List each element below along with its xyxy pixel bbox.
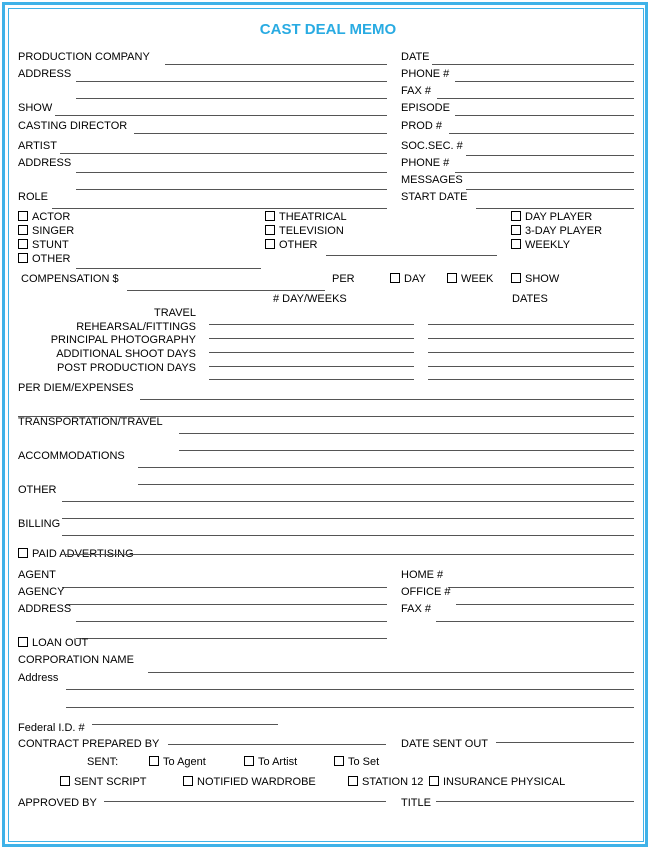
agent-address-field-2[interactable]: [76, 638, 387, 639]
transportation-field-2[interactable]: [179, 450, 634, 451]
principal-dates-field[interactable]: [428, 352, 634, 353]
agent-fax-field[interactable]: [436, 621, 634, 622]
billing-label: BILLING: [18, 518, 61, 530]
dates-header: DATES: [512, 293, 548, 305]
other-medium-field[interactable]: [326, 255, 497, 256]
days-weeks-header: # DAY/WEEKS: [273, 293, 347, 305]
prod-field[interactable]: [449, 133, 634, 134]
sent-script-label: SENT SCRIPT: [74, 776, 147, 788]
agent-field[interactable]: [62, 587, 387, 588]
artist-phone-label: PHONE #: [401, 157, 450, 169]
show-label: SHOW: [18, 102, 53, 114]
to-artist-label: To Artist: [258, 756, 298, 768]
day-label: DAY: [404, 273, 426, 285]
other-medium-label: OTHER: [279, 239, 318, 251]
three-day-player-label: 3-DAY PLAYER: [525, 225, 603, 237]
date-label: DATE: [401, 51, 430, 63]
artist-address-field-1[interactable]: [76, 172, 387, 173]
checkbox-icon: [18, 211, 28, 221]
travel-days-field[interactable]: [209, 324, 414, 325]
three-day-player-checkbox[interactable]: [511, 225, 602, 238]
per-diem-label: PER DIEM/EXPENSES: [18, 382, 134, 394]
transportation-label: TRANSPORTATION/TRAVEL: [18, 416, 163, 428]
address-field-1[interactable]: [76, 81, 387, 82]
phone-field[interactable]: [455, 81, 634, 82]
start-date-field[interactable]: [476, 208, 634, 209]
checkbox-icon: [244, 756, 254, 766]
other-field-2[interactable]: [62, 518, 634, 519]
sent-script-checkbox[interactable]: [60, 776, 147, 789]
agency-field[interactable]: [66, 604, 387, 605]
checkbox-icon: [511, 211, 521, 221]
phone-label: PHONE #: [401, 68, 450, 80]
insurance-physical-label: INSURANCE PHYSICAL: [443, 776, 566, 788]
checkbox-icon: [18, 548, 28, 558]
day-player-checkbox[interactable]: [511, 211, 592, 224]
day-checkbox[interactable]: [390, 273, 426, 286]
checkbox-icon: [511, 273, 521, 283]
week-label: WEEK: [461, 273, 494, 285]
transportation-field-1[interactable]: [179, 433, 634, 434]
corp-address-label: Address: [18, 672, 59, 684]
compensation-label: COMPENSATION $: [21, 273, 119, 285]
agent-fax-label: FAX #: [401, 603, 431, 615]
casting-director-label: CASTING DIRECTOR: [18, 120, 128, 132]
sent-label: SENT:: [87, 756, 119, 768]
contract-prepared-label: CONTRACT PREPARED BY: [18, 738, 160, 750]
travel-dates-field[interactable]: [428, 324, 634, 325]
approved-by-label: APPROVED BY: [18, 797, 97, 809]
to-agent-label: To Agent: [163, 756, 206, 768]
theatrical-label: THEATRICAL: [279, 211, 347, 223]
address-field-2[interactable]: [76, 98, 387, 99]
week-checkbox[interactable]: [447, 273, 493, 286]
date-sent-out-label: DATE SENT OUT: [401, 738, 488, 750]
other-role-checkbox[interactable]: [18, 253, 71, 266]
compensation-field[interactable]: [127, 290, 325, 291]
show-field[interactable]: [55, 115, 387, 116]
accommodations-field-2[interactable]: [138, 484, 634, 485]
checkbox-icon: [348, 776, 358, 786]
corporation-field[interactable]: [148, 672, 634, 673]
to-set-checkbox[interactable]: [334, 756, 379, 769]
stunt-label: STUNT: [32, 239, 69, 251]
artist-address-field-2[interactable]: [76, 189, 387, 190]
artist-phone-field[interactable]: [455, 172, 634, 173]
theatrical-checkbox[interactable]: [265, 211, 347, 224]
checkbox-icon: [265, 211, 275, 221]
federal-id-label: Federal I.D. #: [18, 722, 85, 734]
loan-out-label: LOAN OUT: [32, 637, 89, 649]
rehearsal-label: REHEARSAL/FITTINGS: [76, 321, 196, 333]
weekly-label: WEEKLY: [525, 239, 571, 251]
show-checkbox[interactable]: [511, 273, 559, 286]
messages-label: MESSAGES: [401, 174, 463, 186]
production-company-field[interactable]: [165, 64, 387, 65]
checkbox-icon: [149, 756, 159, 766]
date-field[interactable]: [432, 64, 634, 65]
home-field[interactable]: [448, 587, 634, 588]
to-artist-checkbox[interactable]: [244, 756, 297, 769]
agency-label: AGENCY: [18, 586, 65, 598]
show-checkbox-label: SHOW: [525, 273, 560, 285]
other-label: OTHER: [18, 484, 57, 496]
per-diem-field-1[interactable]: [140, 399, 634, 400]
post-days-field[interactable]: [209, 379, 414, 380]
station12-label: STATION 12: [362, 776, 424, 788]
additional-days-field[interactable]: [209, 366, 414, 367]
post-dates-field[interactable]: [428, 379, 634, 380]
role-field[interactable]: [52, 208, 387, 209]
billing-field[interactable]: [62, 535, 634, 536]
corporation-label: CORPORATION NAME: [18, 654, 134, 666]
actor-label: ACTOR: [32, 211, 71, 223]
agent-address-label: ADDRESS: [18, 603, 72, 615]
role-label: ROLE: [18, 191, 48, 203]
rehearsal-dates-field[interactable]: [428, 338, 634, 339]
loan-out-checkbox[interactable]: [18, 637, 88, 650]
television-label: TELEVISION: [279, 225, 344, 237]
checkbox-icon: [18, 225, 28, 235]
checkbox-icon: [429, 776, 439, 786]
date-sent-out-field[interactable]: [496, 742, 634, 743]
artist-label: ARTIST: [18, 140, 57, 152]
contract-prepared-field[interactable]: [168, 744, 386, 745]
agent-label: AGENT: [18, 569, 56, 581]
other-role-label: OTHER: [32, 253, 71, 265]
approved-by-field[interactable]: [104, 801, 386, 802]
checkbox-icon: [447, 273, 457, 283]
prod-label: PROD #: [401, 120, 442, 132]
other-medium-checkbox[interactable]: [265, 239, 318, 252]
casting-director-field[interactable]: [134, 133, 387, 134]
checkbox-icon: [334, 756, 344, 766]
singer-label: SINGER: [32, 225, 75, 237]
office-field[interactable]: [456, 604, 634, 605]
to-set-label: To Set: [348, 756, 380, 768]
other-field-1[interactable]: [62, 501, 634, 502]
corp-address-field-2[interactable]: [66, 707, 634, 708]
post-label: POST PRODUCTION DAYS: [57, 362, 196, 374]
paid-advertising-label: PAID ADVERTISING: [32, 548, 134, 560]
other-role-field[interactable]: [76, 268, 261, 269]
to-agent-checkbox[interactable]: [149, 756, 206, 769]
address-label: ADDRESS: [18, 68, 72, 80]
principal-days-field[interactable]: [209, 352, 414, 353]
notified-wardrobe-label: NOTIFIED WARDROBE: [197, 776, 316, 788]
television-checkbox[interactable]: [265, 225, 344, 238]
checkbox-icon: [18, 239, 28, 249]
checkbox-icon: [18, 637, 28, 647]
stunt-checkbox[interactable]: [18, 239, 69, 252]
rehearsal-days-field[interactable]: [209, 338, 414, 339]
additional-label: ADDITIONAL SHOOT DAYS: [56, 348, 196, 360]
paid-advertising-field[interactable]: [62, 554, 634, 555]
checkbox-icon: [60, 776, 70, 786]
actor-checkbox[interactable]: [18, 211, 70, 224]
additional-dates-field[interactable]: [428, 366, 634, 367]
agent-address-field-1[interactable]: [76, 621, 387, 622]
checkbox-icon: [511, 239, 521, 249]
production-company-label: PRODUCTION COMPANY: [18, 51, 150, 63]
title-label: TITLE: [401, 797, 431, 809]
messages-field[interactable]: [466, 189, 634, 190]
per-label: PER: [332, 273, 355, 285]
office-label: OFFICE #: [401, 586, 451, 598]
start-date-label: START DATE: [401, 191, 468, 203]
travel-label: TRAVEL: [154, 307, 196, 319]
checkbox-icon: [18, 253, 28, 263]
weekly-checkbox[interactable]: [511, 239, 570, 252]
checkbox-icon: [390, 273, 400, 283]
fax-field[interactable]: [437, 98, 634, 99]
episode-label: EPISODE: [401, 102, 450, 114]
notified-wardrobe-checkbox[interactable]: [183, 776, 316, 789]
soc-sec-label: SOC.SEC. #: [401, 140, 463, 152]
insurance-physical-checkbox[interactable]: [429, 776, 565, 789]
checkbox-icon: [265, 239, 275, 249]
checkbox-icon: [183, 776, 193, 786]
episode-field[interactable]: [455, 115, 634, 116]
fax-label: FAX #: [401, 85, 431, 97]
singer-checkbox[interactable]: [18, 225, 74, 238]
checkbox-icon: [265, 225, 275, 235]
station12-checkbox[interactable]: [348, 776, 423, 789]
title-field[interactable]: [436, 801, 634, 802]
accommodations-label: ACCOMMODATIONS: [18, 450, 125, 462]
artist-address-label: ADDRESS: [18, 157, 72, 169]
federal-id-field[interactable]: [92, 724, 278, 725]
soc-sec-field[interactable]: [466, 155, 634, 156]
artist-field[interactable]: [60, 153, 387, 154]
principal-label: PRINCIPAL PHOTOGRAPHY: [50, 334, 196, 346]
day-player-label: DAY PLAYER: [525, 211, 593, 223]
accommodations-field-1[interactable]: [138, 467, 634, 468]
home-label: HOME #: [401, 569, 444, 581]
corp-address-field-1[interactable]: [66, 689, 634, 690]
checkbox-icon: [511, 225, 521, 235]
form-title: CAST DEAL MEMO: [259, 21, 397, 38]
